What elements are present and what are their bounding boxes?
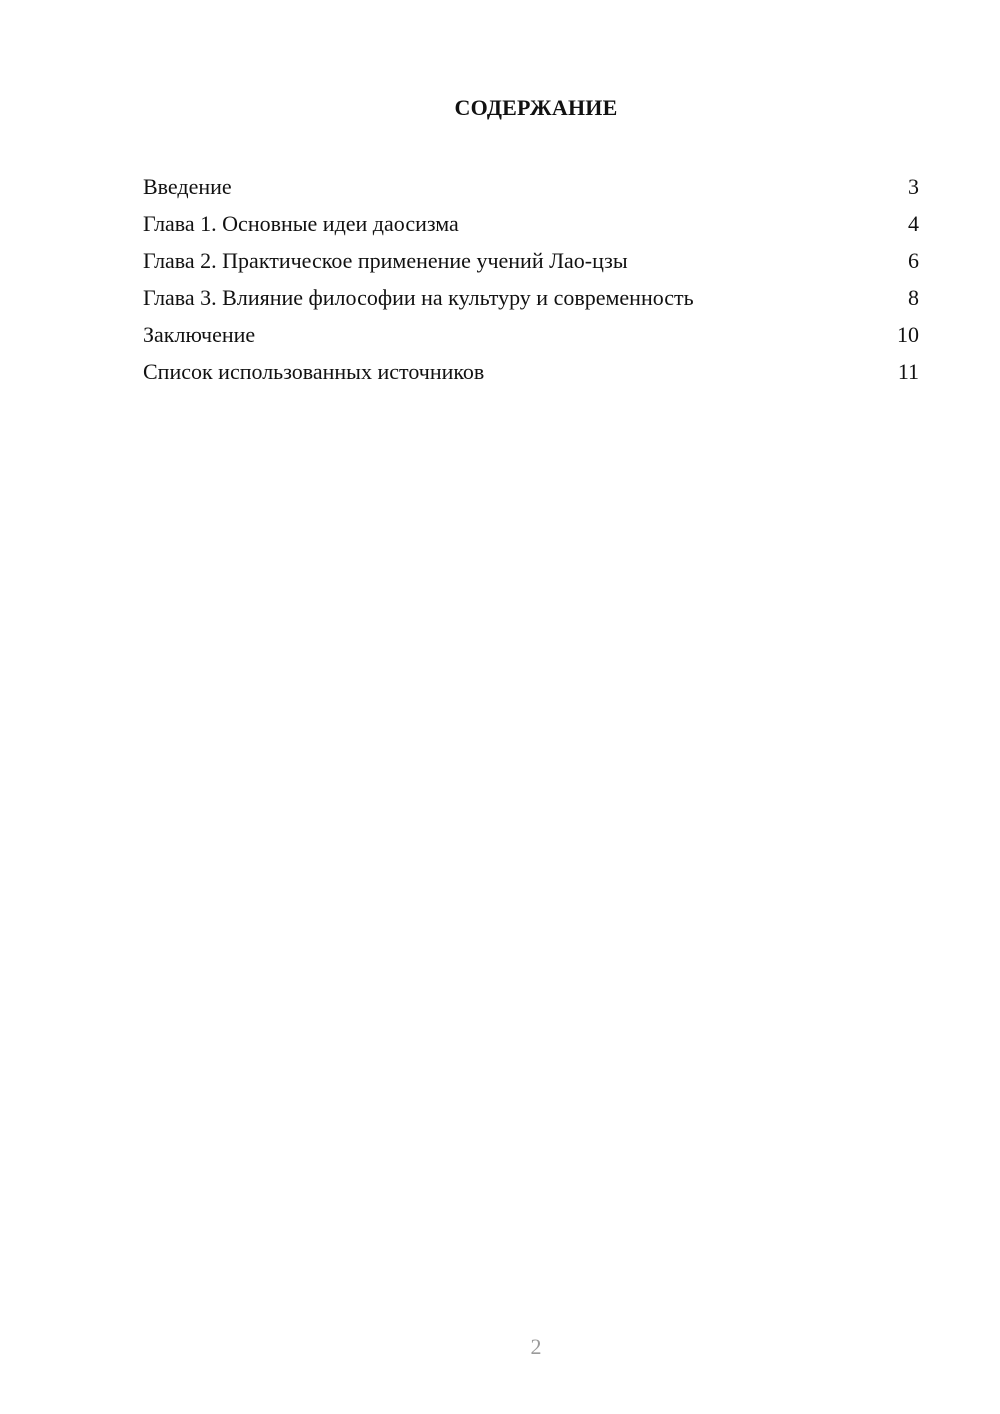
toc-entry-page: 6	[908, 248, 919, 273]
toc-entry-label: Введение	[143, 174, 232, 199]
toc-entry-page: 10	[897, 322, 919, 347]
toc-entry-label: Глава 1. Основные идеи даосизма	[143, 211, 459, 236]
toc-entry-page: 3	[908, 174, 919, 199]
toc-entry-chapter-3	[143, 279, 919, 316]
toc-entry-chapter-1	[143, 205, 919, 242]
toc-entry-conclusion	[143, 316, 919, 353]
toc-entry-page: 4	[908, 211, 919, 236]
toc-entry-label: Заключение	[143, 322, 256, 347]
toc-entry-introduction	[143, 168, 919, 205]
toc-entry-page: 11	[897, 359, 919, 384]
toc-entry-label: Список использованных источников	[143, 359, 485, 384]
toc-entry-references	[143, 353, 919, 390]
toc-entry-label: Глава 3. Влияние философии на культуру и современность	[143, 285, 694, 310]
page-number: 2	[530, 1334, 542, 1359]
table-of-contents	[143, 168, 919, 390]
toc-entry-label: Глава 2. Практическое применение учений Лао-цзы	[143, 248, 628, 273]
toc-entry-chapter-2	[143, 242, 919, 279]
toc-entry-page: 8	[908, 285, 919, 310]
toc-heading: СОДЕРЖАНИЕ	[454, 95, 618, 120]
